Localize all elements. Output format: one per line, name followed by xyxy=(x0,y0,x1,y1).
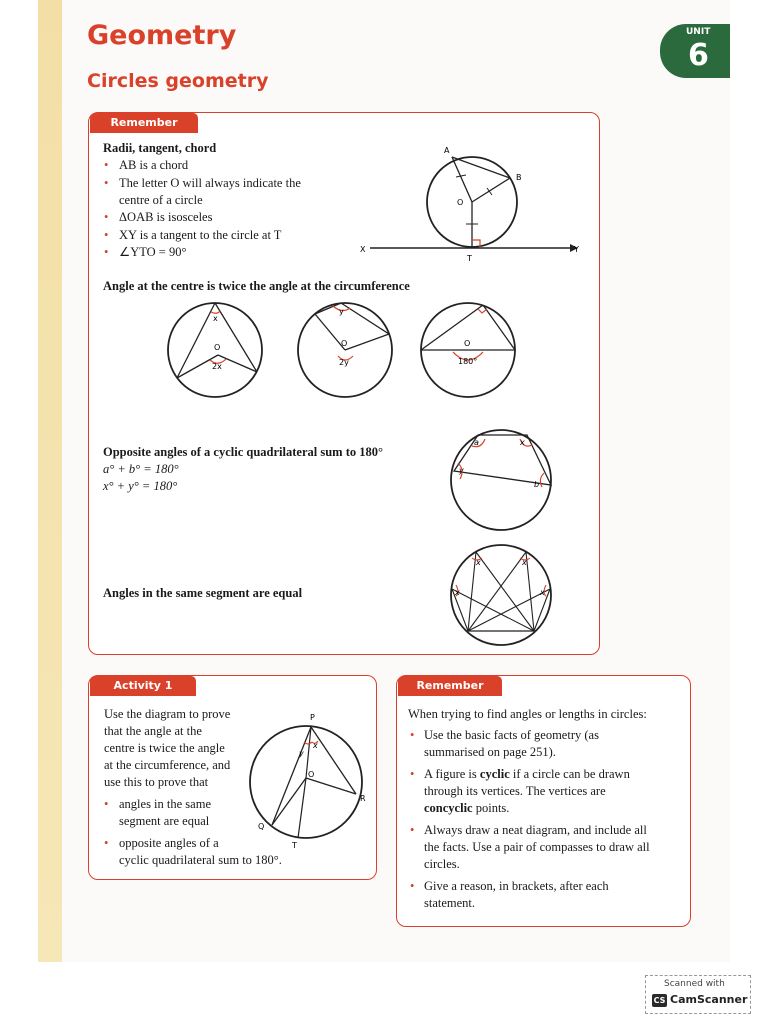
radii-heading: Radii, tangent, chord xyxy=(103,141,217,155)
tip-term-cyclic: cyclic xyxy=(479,767,510,781)
bullet-dot: • xyxy=(104,176,109,190)
label-t: T xyxy=(292,841,297,850)
label-x: x xyxy=(522,558,527,567)
chord-tangent-diagram xyxy=(360,140,590,265)
bullet-dot: • xyxy=(104,228,109,242)
activity-bullet-line: angles in the same xyxy=(119,797,211,811)
label-r: R xyxy=(360,794,366,803)
same-segment-diagram xyxy=(448,543,558,648)
activity-diagram xyxy=(248,710,373,850)
label-b: b xyxy=(534,480,540,489)
label-y: y xyxy=(459,466,464,475)
activity-line: centre is twice the angle xyxy=(104,741,225,755)
bullet-dot: • xyxy=(410,879,415,893)
label-x: x xyxy=(313,741,318,750)
unit-label: UNIT xyxy=(686,27,711,37)
label-y: y xyxy=(299,749,304,758)
unit-number: 6 xyxy=(688,38,709,73)
tip-text: if a circle can be drawn xyxy=(509,767,630,781)
bullet-dot: • xyxy=(104,797,109,811)
label-p: P xyxy=(310,713,315,722)
bullet-dot: • xyxy=(104,245,109,259)
fact-line: XY is a tangent to the circle at T xyxy=(119,228,282,242)
activity-bullet-line: opposite angles of a xyxy=(119,836,219,850)
tip-text: points. xyxy=(472,801,510,815)
label-o: O xyxy=(464,339,471,348)
fact-line: ∠YTO = 90° xyxy=(119,245,187,259)
page-subtitle: Circles geometry xyxy=(87,70,269,92)
cyclic-heading: Opposite angles of a cyclic quadrilateral sum to 180° xyxy=(103,445,383,459)
tip-line-concyclic xyxy=(424,800,509,817)
label-y: Y xyxy=(574,245,579,254)
tip-line: statement. xyxy=(424,896,476,910)
label-o: O xyxy=(214,343,221,352)
tip-term-concyclic: concyclic xyxy=(424,801,473,815)
activity-line: Use the diagram to prove xyxy=(104,707,231,721)
label-x: x xyxy=(520,438,525,447)
activity-line: use this to prove that xyxy=(104,775,209,789)
activity-line: at the circumference, and xyxy=(104,758,231,772)
tip-line: circles. xyxy=(424,857,460,871)
tips-intro: When trying to find angles or lengths in circles: xyxy=(408,707,647,721)
unit-badge xyxy=(660,24,730,78)
bullet-dot: • xyxy=(104,158,109,172)
tip-line: Use the basic facts of geometry (as xyxy=(424,728,599,742)
label-b: B xyxy=(516,173,522,182)
fact-line: centre of a circle xyxy=(119,193,203,207)
label-o: O xyxy=(457,198,464,207)
camscanner-logo-icon: CS xyxy=(653,996,666,1005)
fact-line: AB is a chord xyxy=(119,158,189,172)
label-x: x xyxy=(540,588,545,597)
camscanner-brand: CamScanner xyxy=(670,993,748,1006)
label-o: O xyxy=(308,770,315,779)
tip-line-cyclic xyxy=(424,766,630,783)
segment-heading: Angles in the same segment are equal xyxy=(103,586,303,600)
label-x: x xyxy=(213,314,218,323)
page-margin-strip xyxy=(38,0,64,962)
tip-text: A figure is xyxy=(424,767,480,781)
bullet-dot: • xyxy=(410,823,415,837)
activity-line: that the angle at the xyxy=(104,724,202,738)
tip-line: through its vertices. The vertices are xyxy=(424,784,606,798)
label-x: x xyxy=(455,588,460,597)
scanned-with-text: Scanned with xyxy=(664,979,725,989)
label-x: X xyxy=(360,245,366,254)
label-a: a xyxy=(474,438,479,447)
label-q: Q xyxy=(258,822,265,831)
angle-centre-heading: Angle at the centre is twice the angle at the circumference xyxy=(103,279,410,293)
fact-line: The letter O will always indicate the xyxy=(119,176,301,190)
bullet-dot: • xyxy=(104,836,109,850)
activity-tab: Activity 1 xyxy=(90,676,196,696)
tip-line: summarised on page 251). xyxy=(424,745,556,759)
label-y: y xyxy=(339,307,344,316)
remember-tab: Remember xyxy=(398,676,502,696)
bullet-dot: • xyxy=(410,767,415,781)
angle-at-centre-diagram xyxy=(165,300,525,400)
label-a: A xyxy=(444,146,450,155)
bullet-dot: • xyxy=(410,728,415,742)
label-2y: 2y xyxy=(339,358,349,367)
label-x: x xyxy=(476,558,481,567)
cyclic-equation-ab: a° + b° = 180° xyxy=(103,462,179,476)
activity-bullet-line: cyclic quadrilateral sum to 180°. xyxy=(119,853,282,867)
tip-line: Give a reason, in brackets, after each xyxy=(424,879,609,893)
remember-tab: Remember xyxy=(90,113,198,133)
label-o: O xyxy=(341,339,348,348)
tip-line: the facts. Use a pair of compasses to draw all xyxy=(424,840,650,854)
cyclic-equation-xy: x° + y° = 180° xyxy=(103,479,178,493)
label-2x: 2x xyxy=(212,362,222,371)
cyclic-quadrilateral-diagram xyxy=(448,425,558,535)
activity-bullet-line: segment are equal xyxy=(119,814,210,828)
tip-line: Always draw a neat diagram, and include all xyxy=(424,823,647,837)
label-t: T xyxy=(467,254,472,263)
bullet-dot: • xyxy=(104,210,109,224)
label-180: 180° xyxy=(458,357,478,366)
page-title: Geometry xyxy=(87,20,237,51)
fact-line: ΔOAB is isosceles xyxy=(119,210,213,224)
camscanner-watermark xyxy=(645,975,751,1014)
